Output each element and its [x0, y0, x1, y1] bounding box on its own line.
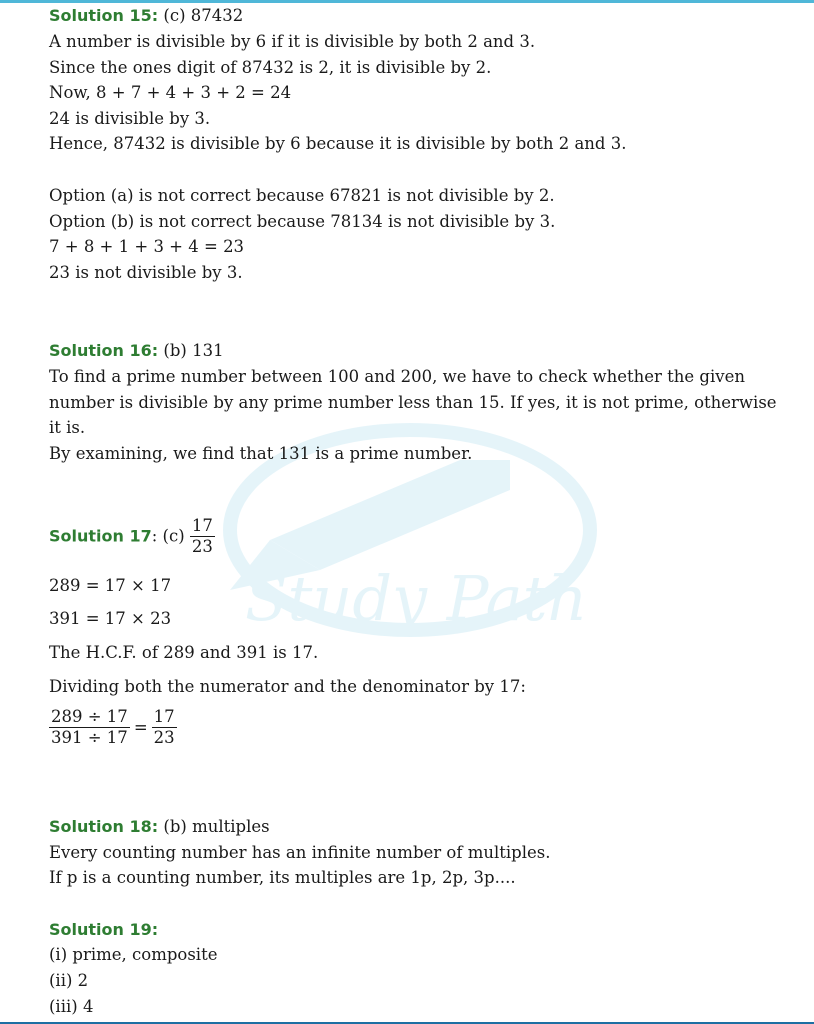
solution-17-answer-fraction: [190, 516, 215, 557]
fraction-numerator: 17: [153, 707, 175, 726]
solution-15-line: Now, 8 + 7 + 4 + 3 + 2 = 24: [49, 83, 292, 102]
equation-left-fraction: [49, 707, 130, 748]
solution-19-line: (iii) 4: [49, 997, 94, 1016]
solution-17-answer-prefix: : (c): [151, 526, 190, 546]
fraction-denominator: 23: [153, 728, 175, 747]
solution-15-option: 23 is not divisible by 3.: [49, 263, 243, 282]
solution-15-line: Since the ones digit of 87432 is 2, it is divisible by 2.: [49, 58, 492, 77]
solution-15-option: 7 + 8 + 1 + 3 + 4 = 23: [49, 237, 245, 256]
solution-15-line: 24 is divisible by 3.: [49, 109, 211, 128]
solution-17-line: The H.C.F. of 289 and 391 is 17.: [49, 643, 319, 662]
solution-15-line: Hence, 87432 is divisible by 6 because it is divisible by both 2 and 3.: [49, 134, 627, 153]
fraction-numerator: 17: [191, 516, 213, 535]
solution-18-title: [49, 816, 270, 838]
solution-16-heading: Solution 16:: [49, 341, 159, 360]
solution-19-title: [49, 919, 158, 941]
solution-16-line: it is.: [49, 418, 86, 437]
watermark-text: Study Path: [245, 562, 588, 635]
solution-15-option: Option (b) is not correct because 78134 is not divisible by 3.: [49, 212, 556, 231]
equals-sign: =: [133, 717, 148, 737]
solution-16-answer: (b) 131: [158, 341, 224, 360]
solution-19-line: (i) prime, composite: [49, 945, 218, 964]
solution-16-line: By examining, we find that 131 is a prime number.: [49, 444, 473, 463]
solution-15-heading: Solution 15:: [49, 6, 159, 25]
fraction-denominator: 391 ÷ 17: [51, 728, 128, 747]
solution-17-heading: Solution 17: [49, 526, 152, 546]
solution-16-line: To find a prime number between 100 and 200, we have to check whether the given: [49, 367, 745, 386]
solution-15-line: A number is divisible by 6 if it is divisible by both 2 and 3.: [49, 32, 536, 51]
solution-18-line: If p is a counting number, its multiples are 1p, 2p, 3p....: [49, 868, 516, 887]
solution-17-line: Dividing both the numerator and the denominator by 17:: [49, 677, 526, 696]
solution-15-title: [49, 5, 243, 27]
solution-17-line: 289 = 17 × 17: [49, 576, 172, 595]
solution-18-answer: (b) multiples: [158, 817, 270, 836]
solution-19-heading: Solution 19:: [49, 920, 159, 939]
fraction-numerator: 289 ÷ 17: [51, 707, 128, 726]
solution-18-line: Every counting number has an infinite number of multiples.: [49, 843, 551, 862]
top-rule: [0, 0, 814, 3]
solution-15-answer: (c) 87432: [158, 6, 244, 25]
solution-17-equation: [49, 707, 177, 748]
solution-19-line: (ii) 2: [49, 971, 89, 990]
solution-17-title: [49, 516, 215, 557]
solution-16-line: number is divisible by any prime number less than 15. If yes, it is not prime, otherwise: [49, 393, 777, 412]
equation-right-fraction: [152, 707, 177, 748]
solution-17-line: 391 = 17 × 23: [49, 609, 172, 628]
solution-18-heading: Solution 18:: [49, 817, 159, 836]
fraction-denominator: 23: [191, 537, 213, 556]
solution-15-option: Option (a) is not correct because 67821 is not divisible by 2.: [49, 186, 555, 205]
solution-16-title: [49, 340, 224, 362]
